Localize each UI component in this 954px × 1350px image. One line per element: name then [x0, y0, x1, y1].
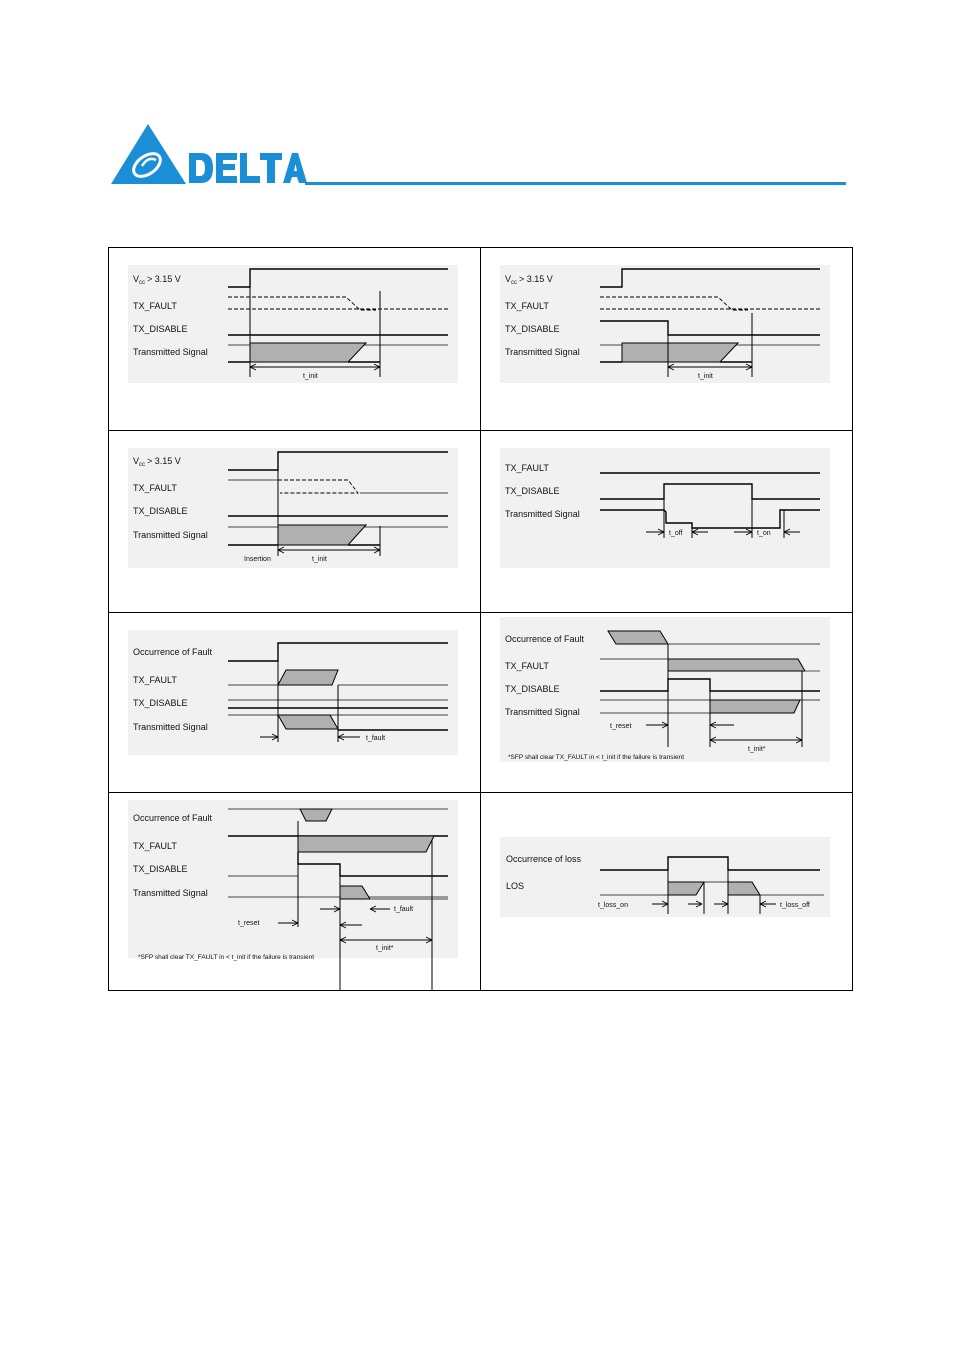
transmitted-signal-label: Transmitted Signal: [505, 707, 580, 717]
transmitted-signal-label: Transmitted Signal: [505, 347, 580, 357]
vcc-label: $V_{cc} > 3.15$ V: [133, 456, 181, 468]
t-fault-label: t_fault: [394, 906, 414, 913]
tx-disable-label: TX_DISABLE: [133, 864, 188, 874]
transmitted-signal-label: Transmitted Signal: [133, 722, 208, 732]
logo-letter-d: [189, 153, 213, 183]
insertion-label: Insertion: [244, 556, 271, 563]
vcc-label: $V_{cc} > 3.15$ V: [133, 274, 181, 286]
transient-failure-note: *SFP shall clear TX_FAULT in < t_init if the failure is transient: [138, 954, 315, 961]
fault-occurrence-pulse: [300, 809, 332, 821]
t-off-label: t_off: [669, 530, 683, 537]
occurrence-of-fault-label: Occurrence of Fault: [505, 634, 585, 644]
panel-loss-of-signal: [500, 837, 830, 917]
t-init-label: t_init: [698, 373, 713, 380]
tx-disable-label: TX_DISABLE: [505, 324, 560, 334]
transmitted-signal-ramp: [622, 343, 738, 362]
transmitted-signal-label: Transmitted Signal: [133, 530, 208, 540]
tx-disable-label: TX_DISABLE: [133, 506, 188, 516]
tx-disable-label: TX_DISABLE: [505, 684, 560, 694]
panel-fault-reset-full: [128, 800, 458, 991]
occurrence-of-fault-label: Occurrence of Fault: [133, 647, 213, 657]
transmitted-signal-recovery: [710, 700, 800, 713]
transmitted-signal-label: Transmitted Signal: [133, 347, 208, 357]
tx-fault-label: TX_FAULT: [505, 301, 549, 311]
tx-fault-asserted: [298, 836, 434, 852]
tx-fault-label: TX_FAULT: [133, 841, 177, 851]
panel-power-on-initialization: [128, 265, 458, 383]
tx-fault-label: TX_FAULT: [133, 675, 177, 685]
t-fault-label: t_fault: [366, 735, 386, 742]
logo-letter-e: [216, 153, 237, 183]
los-label: LOS: [506, 881, 525, 891]
t-reset-label: t_reset: [610, 723, 632, 730]
t-init-label: t_init: [312, 556, 327, 563]
header-rule: [305, 182, 846, 185]
t-on-label: t_on: [757, 530, 771, 537]
transmitted-signal-ramp: [250, 343, 366, 362]
transmitted-signal-label: Transmitted Signal: [505, 509, 580, 519]
tx-fault-transition: [278, 670, 338, 685]
fault-occurrence-pulse: [608, 631, 668, 644]
tx-fault-label: TX_FAULT: [505, 661, 549, 671]
logo-letter-a: [283, 153, 307, 183]
tx-disable-label: TX_DISABLE: [133, 698, 188, 708]
t-init-label: t_init*: [376, 945, 394, 952]
t-loss-on-label: t_loss_on: [598, 902, 628, 909]
panel-fault-reset-by-tx-disable: [500, 617, 830, 762]
tx-disable-label: TX_DISABLE: [133, 324, 188, 334]
panel-tx-disable-timing: [500, 448, 830, 568]
t-init-label: t_init*: [748, 746, 766, 753]
transient-failure-note: *SFP shall clear TX_FAULT in < t_init if the failure is transient: [508, 754, 685, 761]
timing-diagram-grid: [108, 247, 853, 991]
page-header: [0, 0, 954, 200]
panel-hot-plug-initialization: [128, 448, 458, 568]
t-init-label: t_init: [303, 373, 318, 380]
vcc-label: $V_{cc} > 3.15$ V: [505, 274, 553, 286]
tx-fault-label: TX_FAULT: [133, 301, 177, 311]
occurrence-of-loss-label: Occurrence of loss: [506, 854, 582, 864]
t-loss-off-label: t_loss_off: [780, 902, 810, 909]
tx-fault-label: TX_FAULT: [505, 463, 549, 473]
transmitted-signal-label: Transmitted Signal: [133, 888, 208, 898]
occurrence-of-fault-label: Occurrence of Fault: [133, 813, 213, 823]
tx-fault-asserted: [668, 659, 805, 671]
t-reset-label: t_reset: [238, 920, 260, 927]
transmitted-signal-falloff: [278, 715, 338, 729]
panel-init-with-tx-disable: [500, 265, 830, 383]
tx-fault-label: TX_FAULT: [133, 483, 177, 493]
logo-letter-l: [240, 153, 260, 183]
delta-logo: [111, 124, 307, 184]
panel-fault-detection: [128, 630, 458, 755]
tx-disable-label: TX_DISABLE: [505, 486, 560, 496]
logo-letter-t: [260, 153, 282, 183]
